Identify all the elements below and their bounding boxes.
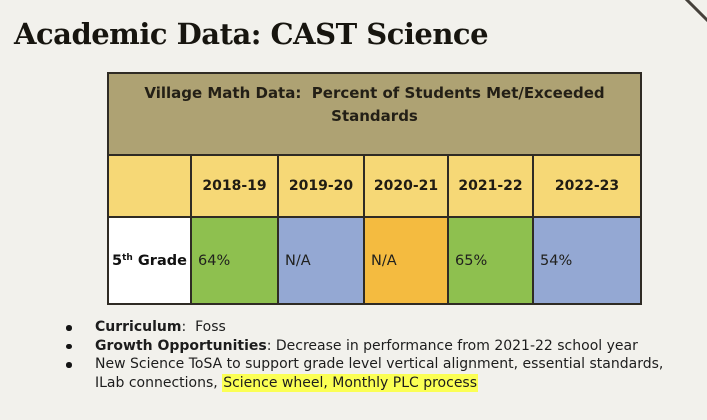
table-title: Village Math Data: Percent of Students Met/Exceeded Standards [108, 73, 641, 155]
grade-number: 5 [112, 252, 123, 269]
grade-suffix: Grade [132, 252, 187, 269]
highlighted-text: Science wheel, Monthly PLC process [223, 374, 478, 391]
bullet-text: : Foss [181, 319, 226, 335]
year-header-cell: 2019-20 [278, 155, 364, 217]
grade-label-cell [108, 217, 191, 304]
score-cell: N/A [278, 217, 364, 304]
bullet-text: : Decrease in performance from 2021-22 school year [266, 337, 638, 354]
corner-empty-cell [108, 155, 191, 217]
scores-table [107, 72, 642, 305]
bullet-label: Curriculum [95, 319, 182, 335]
bullet-text: New Science ToSA to support grade level vertical alignment, essential standards, ILab connections, [95, 356, 668, 391]
score-cell: 54% [533, 217, 641, 304]
grade-data-row [108, 217, 641, 304]
bullet-list [58, 318, 676, 392]
grade-ordinal: th [122, 252, 133, 263]
bullet-item-curriculum [58, 318, 676, 337]
bullet-item-growth-opportunities [58, 337, 676, 356]
year-header-cell: 2018-19 [191, 155, 278, 217]
bullet-label: Growth Opportunities [95, 337, 267, 354]
score-cell: 64% [191, 217, 278, 304]
bullet-item-science-tosa [58, 355, 676, 392]
page-title: Academic Data: CAST Science [14, 17, 489, 51]
score-cell: N/A [364, 217, 448, 304]
year-header-row [108, 155, 641, 217]
table-title-row [108, 73, 641, 155]
score-cell: 65% [448, 217, 533, 304]
year-header-cell: 2020-21 [364, 155, 448, 217]
year-header-cell: 2021-22 [448, 155, 533, 217]
corner-diagonal-decoration [679, 0, 707, 24]
year-header-cell: 2022-23 [533, 155, 641, 217]
